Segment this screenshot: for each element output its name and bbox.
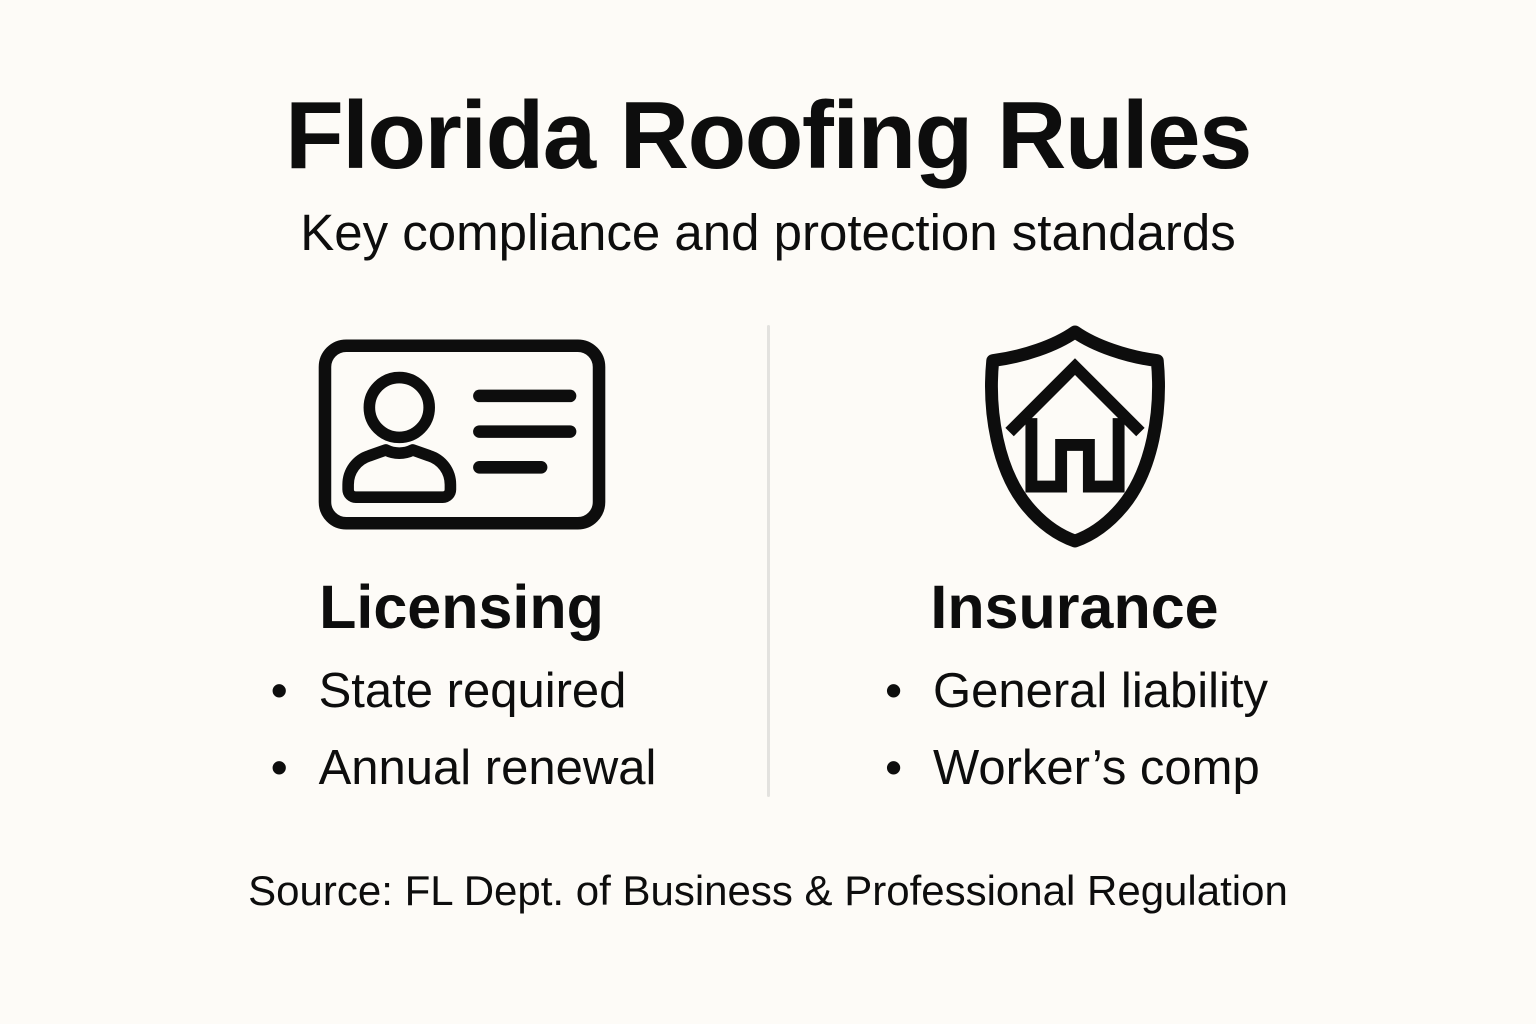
columns-row — [0, 319, 1536, 800]
bullet-item: • Annual renewal — [267, 738, 657, 799]
licensing-heading: Licensing — [319, 572, 604, 641]
bullet-item: • General liability — [881, 661, 1268, 722]
insurance-bullets — [881, 661, 1268, 800]
page-subtitle: Key compliance and protection standards — [300, 203, 1236, 261]
licensing-column — [162, 319, 762, 800]
id-card-icon — [162, 319, 762, 551]
insurance-column — [775, 319, 1375, 800]
source-line: Source: FL Dept. of Business & Professional Regulation — [248, 867, 1288, 915]
bullet-item: • State required — [267, 661, 657, 722]
page-title: Florida Roofing Rules — [285, 82, 1251, 189]
insurance-heading: Insurance — [930, 572, 1219, 641]
bullet-item: • Worker’s comp — [881, 738, 1268, 799]
vertical-divider — [767, 325, 770, 797]
licensing-bullets — [267, 661, 657, 800]
shield-house-icon — [775, 319, 1375, 551]
